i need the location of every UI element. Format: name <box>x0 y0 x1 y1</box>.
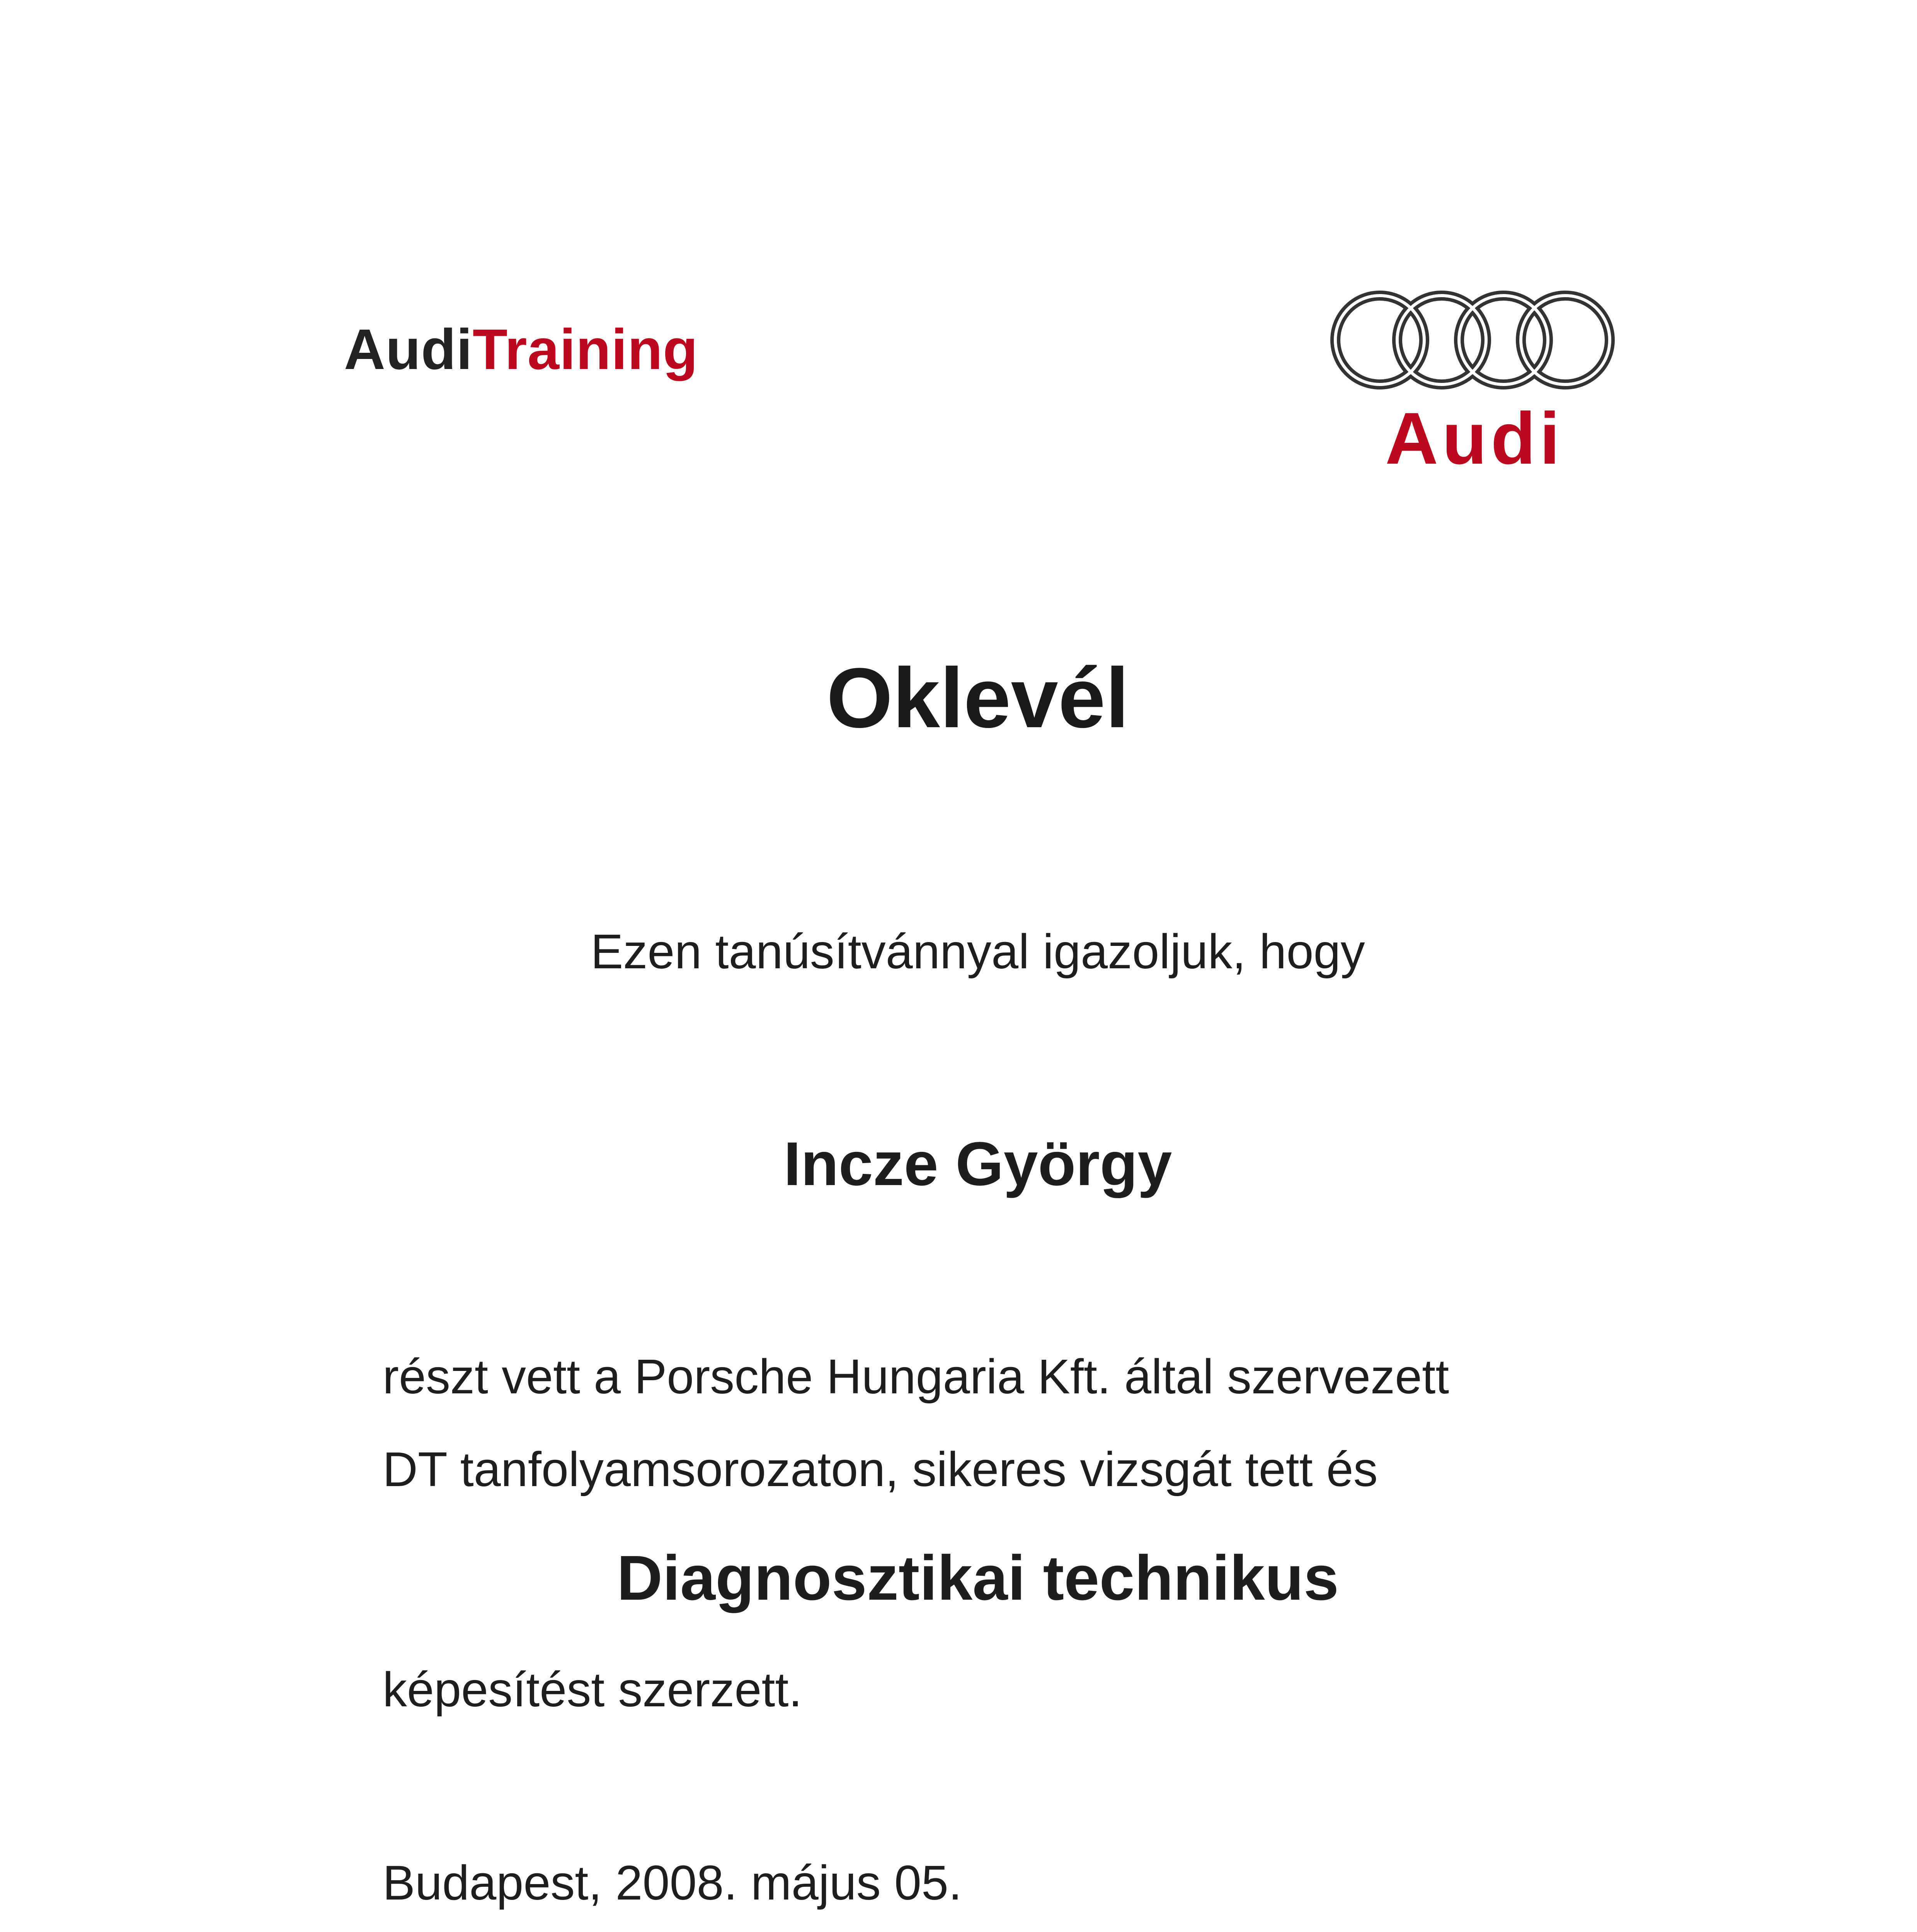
body-line-3: képesítést szerzett. <box>383 1662 802 1717</box>
qualification-title: Diagnosztikai technikus <box>616 1543 1339 1613</box>
body-line-2: DT tanfolyamsorozaton, sikeres vizsgát tett és <box>383 1442 1378 1497</box>
audi-logo-text: Audi <box>1385 398 1564 475</box>
intro-text: Ezen tanúsítvánnyal igazoljuk, hogy <box>591 924 1365 979</box>
audi-training-wordmark <box>344 317 698 383</box>
certificate-title: Oklevél <box>826 650 1129 745</box>
audi-logo <box>1322 282 1627 475</box>
body-line-1: részt vett a Porsche Hungaria Kft. által szervezett <box>383 1349 1449 1404</box>
recipient-name: Incze György <box>783 1129 1172 1198</box>
place-date: Budapest, 2008. május 05. <box>383 1855 962 1910</box>
brand-training: Training <box>472 318 698 381</box>
brand-audi: Audi <box>344 318 473 381</box>
